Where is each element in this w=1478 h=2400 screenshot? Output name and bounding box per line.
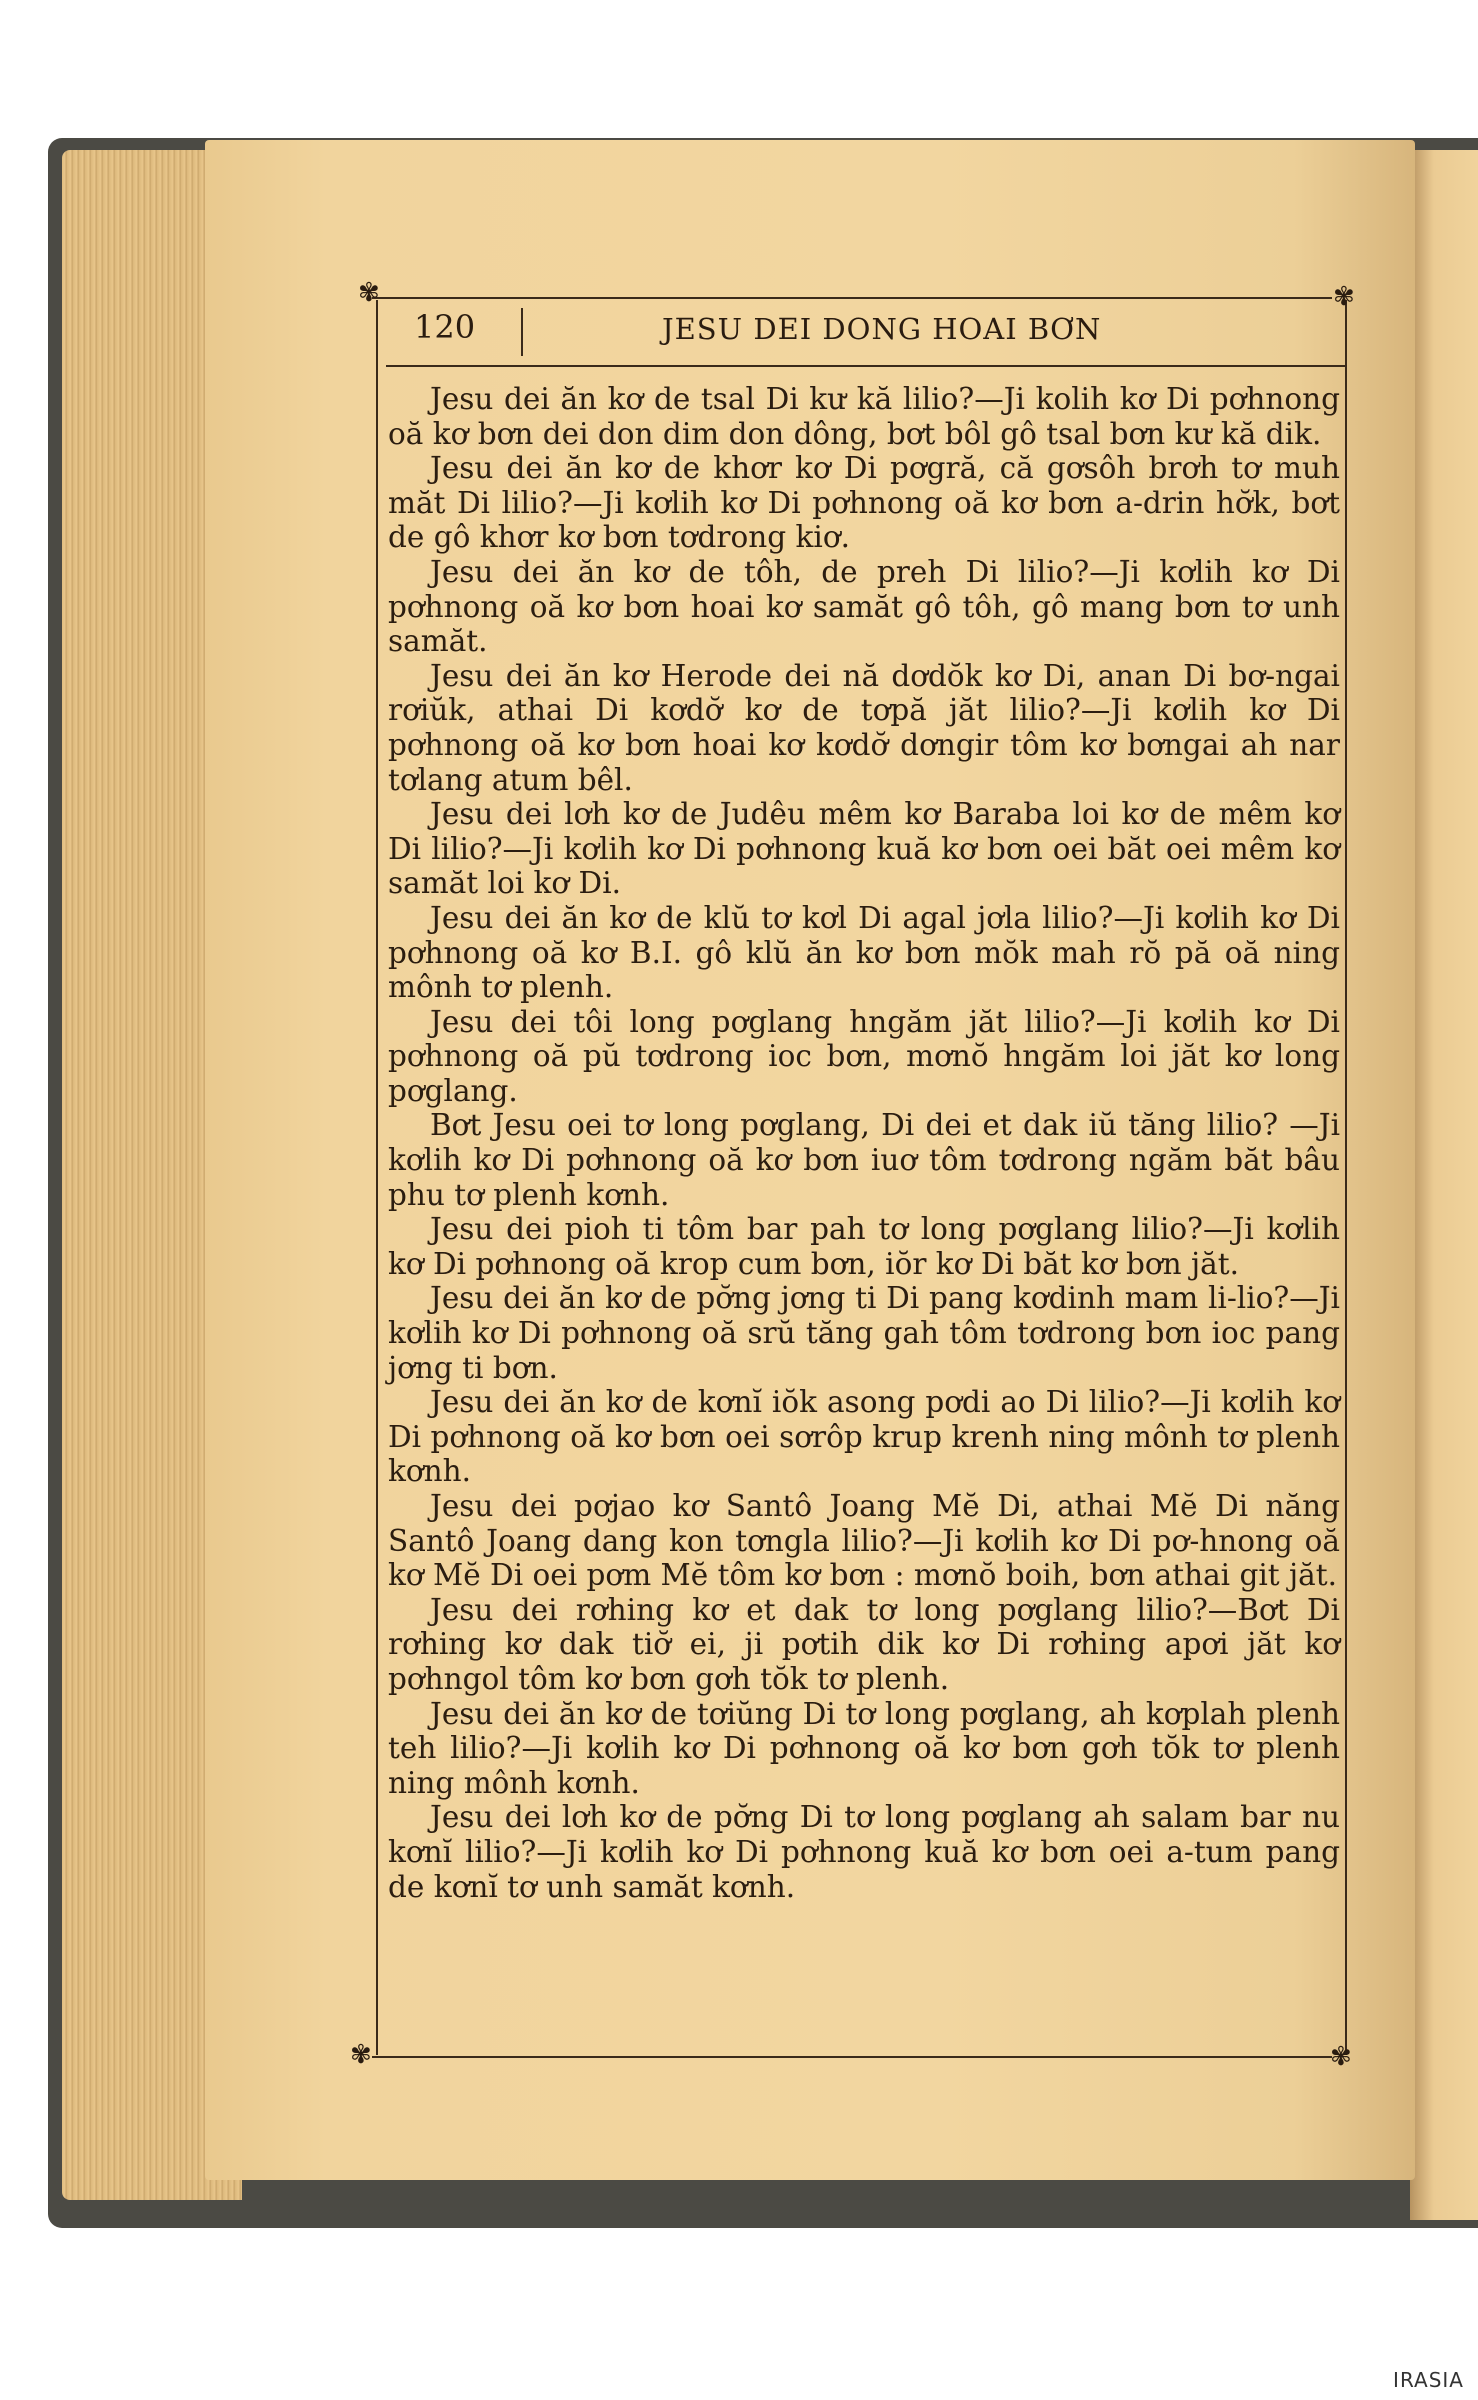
paragraph: Jesu dei ăn kơ de tôh, de preh Di lilio?—Ji kơlih kơ Di pơhnong oă kơ bơn hoai kơ samăt gô tôh, gô mang bơn tơ unh samăt.: [388, 554, 1340, 659]
corner-ornament-icon: ✾: [350, 2040, 372, 2070]
paragraph: Jesu dei lơh kơ de Judêu mêm kơ Baraba loi kơ de mêm kơ Di lilio?—Ji kơlih kơ Di pơhnong kuă kơ bơn oei băt oei mêm kơ samăt loi kơ Di.: [388, 797, 1340, 901]
corner-ornament-icon: ✾: [1333, 282, 1355, 312]
paragraph: Jesu dei ăn kơ de kơnĭ iŏk asong pơdi ao Di lilio?—Ji kơlih kơ Di pơhnong oă kơ bơn oei sơrôp krup krenh ning mônh tơ plenh kơnh.: [388, 1385, 1340, 1489]
frame-bottom-rule: [372, 2056, 1332, 2058]
paragraph: Jesu dei rơhing kơ et dak tơ long pơglang lilio?—Bơt Di rơhing kơ dak tiơ̆ ei, ji pơtih dik kơ Di rơhing apơi jăt kơ pơhngol tôm kơ bơn gơh tŏk tơ plenh.: [388, 1592, 1340, 1696]
facing-page-edge: [1410, 150, 1478, 2220]
paragraph: Jesu dei ăn kơ de tơiŭng Di tơ long pơglang, ah kơplah plenh teh lilio?—Ji kơlih kơ Di pơhnong oă kơ bơn gơh tŏk tơ plenh ning mônh kơnh.: [388, 1696, 1340, 1800]
header-separator: [521, 308, 523, 356]
frame-right-rule: [1345, 300, 1347, 2055]
paragraph: Jesu dei ăn kơ de pơ̆ng jơng ti Di pang kơdinh mam li-lio?—Ji kơlih kơ Di pơhnong oă srŭ tăng gah tôm tơdrong bơn ioc pang jơng ti bơn.: [388, 1281, 1340, 1385]
paragraph: Jesu dei ăn kơ de klŭ tơ kơl Di agal jơla lilio?—Ji kơlih kơ Di pơhnong oă kơ B.I. gô klŭ ăn kơ bơn mŏk mah rŏ pă oă ning mônh tơ plenh.: [388, 900, 1340, 1005]
frame-left-rule: [376, 300, 378, 2055]
corner-ornament-icon: ✾: [1330, 2042, 1352, 2072]
watermark: IRASIA: [1393, 2368, 1464, 2392]
paragraph: Jesu dei ăn kơ Herode dei nă dơdŏk kơ Di, anan Di bơ-ngai rơiŭk, athai Di kơdơ̆ kơ de tơpă jăt lilio?—Ji kơlih kơ Di pơhnong oă kơ bơn hoai kơ kơdơ̆ dơngir tôm kơ bơngai ah nar tơlang atum bêl.: [388, 658, 1340, 797]
header-rule: [386, 365, 1346, 367]
frame-top-rule: [372, 297, 1332, 299]
paragraph: Jesu dei lơh kơ de pơ̆ng Di tơ long pơglang ah salam bar nu kơnĭ lilio?—Ji kơlih kơ Di pơhnong kuă kơ bơn oei a-tum pang de kơnĭ tơ unh samăt kơnh.: [388, 1800, 1340, 1904]
running-head: JESU DEI DONG HOAI BƠN: [662, 312, 1102, 346]
paragraph: Bơt Jesu oei tơ long pơglang, Di dei et dak iŭ tăng lilio? —Ji kơlih kơ Di pơhnong oă kơ bơn iuơ tôm tơdrong ngăm băt bâu phu tơ plenh kơnh.: [388, 1108, 1340, 1212]
paragraph: Jesu dei ăn kơ de khơr kơ Di pơgră, că gơsôh brơh tơ muh măt Di lilio?—Ji kơlih kơ Di pơhnong oă kơ bơn a-drin hơ̆k, bơt de gô khơr kơ bơn tơdrong kiơ.: [388, 451, 1340, 555]
corner-ornament-icon: ✾: [358, 278, 380, 308]
page-number: 120: [414, 308, 476, 346]
body-text: [388, 382, 1340, 1904]
paragraph: Jesu dei ăn kơ de tsal Di kư kă lilio?—Ji kolih kơ Di pơhnong oă kơ bơn dei don dim don dông, bơt bôl gô tsal bơn kư kă dik.: [388, 382, 1340, 451]
paragraph: Jesu dei tôi long pơglang hngăm jăt lilio?—Ji kơlih kơ Di pơhnong oă pŭ tơdrong ioc bơn, mơnŏ hngăm loi jăt kơ long pơglang.: [388, 1004, 1340, 1108]
paragraph: Jesu dei pioh ti tôm bar pah tơ long pơglang lilio?—Ji kơlih kơ Di pơhnong oă krop cum bơn, iŏr kơ Di băt kơ bơn jăt.: [388, 1212, 1340, 1281]
paragraph: Jesu dei pơjao kơ Santô Joang Mĕ Di, athai Mĕ Di năng Santô Joang dang kon tơngla lilio?—Ji kơlih kơ Di pơ-hnong oă kơ Mĕ Di oei pơm Mĕ tôm kơ bơn : mơnŏ boih, bơn athai git jăt.: [388, 1489, 1340, 1593]
